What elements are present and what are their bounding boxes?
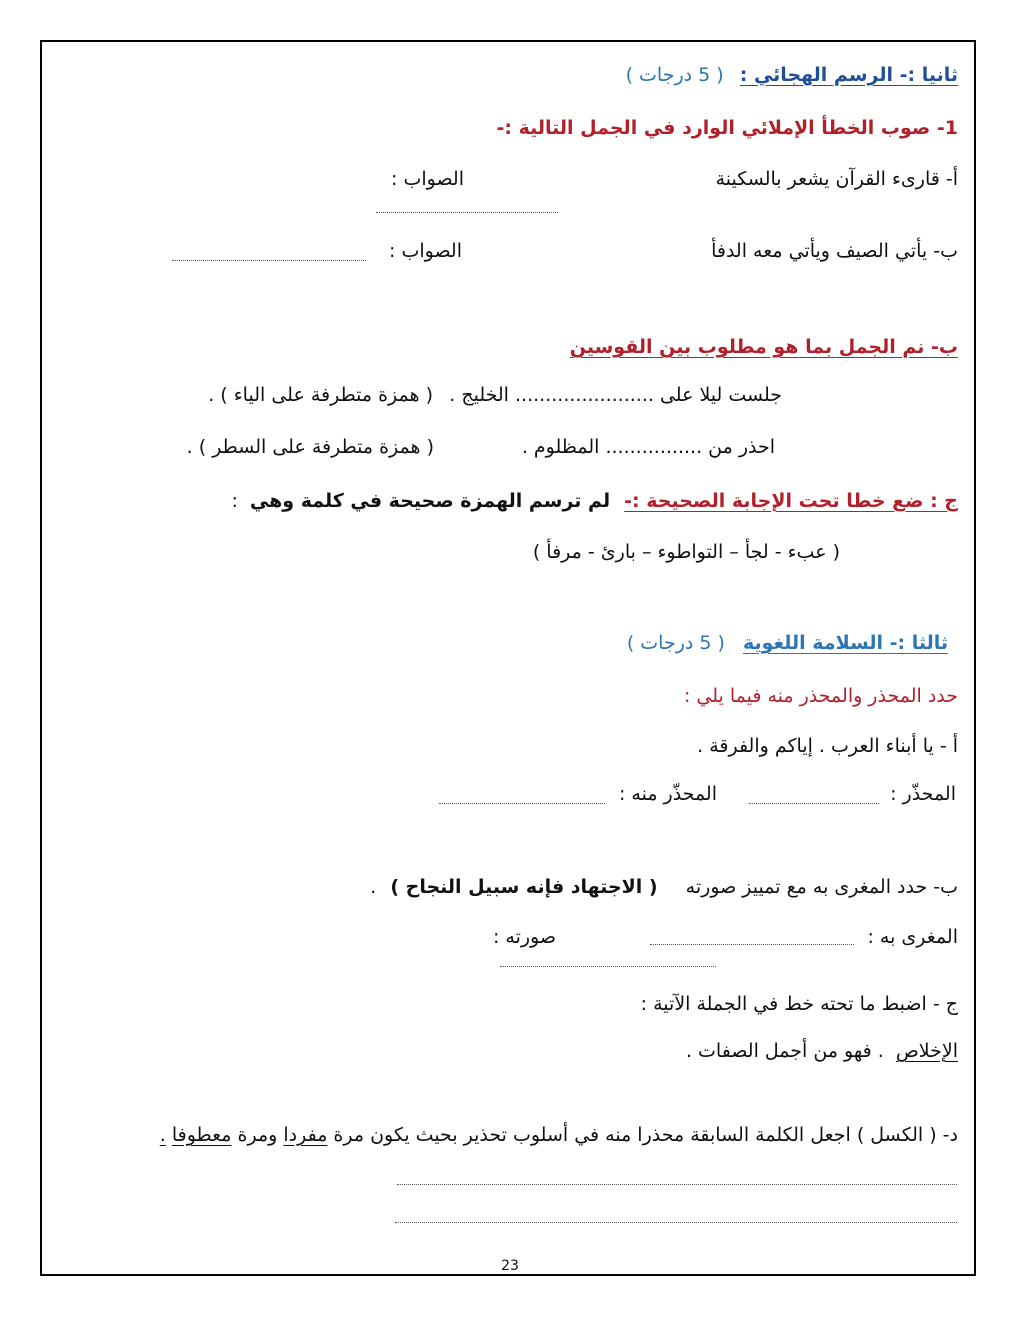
s3-b-line2[interactable] <box>500 966 716 967</box>
s3-c-rest: . فهو من أجمل الصفات . <box>685 1040 884 1062</box>
q1-a-answer-line[interactable] <box>376 212 558 213</box>
s3-b-prefix: ب- حدد المغرى به مع تمييز صورته <box>685 876 958 898</box>
s3-d-answer-line2[interactable] <box>395 1222 957 1223</box>
s3-d-part2: ومرة <box>237 1124 278 1146</box>
s3-b-label1: المغرى به : <box>867 926 958 948</box>
q2-line1-text: جلست ليلا على ....................... الخليج . <box>449 384 782 406</box>
s3-d-answer-line1[interactable] <box>397 1184 957 1185</box>
s3-c-underlined-word: الإخلاص <box>895 1040 958 1062</box>
q3-title: ج : ضع خطا تحت الإجابة الصحيحة :- <box>624 490 958 512</box>
q3-prompt: لم ترسم الهمزة صحيحة في كلمة وهي <box>249 490 611 512</box>
page-number: 23 <box>501 1258 519 1274</box>
section3-heading: ثالثا :- السلامة اللغوية <box>742 632 948 654</box>
s3-intro: حدد المحذر والمحذر منه فيما يلي : <box>683 685 958 707</box>
q2-line2-text: احذر من ................ المظلوم . <box>521 436 775 458</box>
q1-title: 1- صوب الخطأ الإملائي الوارد في الجمل التالية :- <box>496 117 958 139</box>
s3-b-quote: ( الاجتهاد فإنه سبيل النجاح ) <box>390 876 658 898</box>
q2-line1-hint: ( همزة متطرفة على الياء ) . <box>208 384 433 406</box>
s3-b-suffix: . <box>370 876 377 898</box>
s3-d-word2: معطوفا <box>171 1124 232 1146</box>
s3-a-line1[interactable] <box>749 803 879 804</box>
s3-d-word1: مفردا <box>283 1124 328 1146</box>
s3-d-end: . <box>159 1124 166 1146</box>
s3-d-line <box>160 1124 958 1146</box>
q1-b-sentence: ب- يأتي الصيف ويأتي معه الدفأ <box>711 240 958 262</box>
section3-heading-line <box>627 632 948 654</box>
s3-a-label1: المحذّر : <box>890 783 956 805</box>
section2-heading-line <box>626 64 958 86</box>
q1-a-answer-label: الصواب : <box>391 168 464 190</box>
s3-d-part1: د- ( الكسل ) اجعل الكلمة السابقة محذرا منه في أسلوب تحذير بحيث يكون مرة <box>333 1124 958 1146</box>
s3-a-line2[interactable] <box>439 803 605 804</box>
section2-heading: ثانيا :- الرسم الهجائي : <box>739 64 958 86</box>
s3-c-sentence <box>686 1040 958 1062</box>
s3-a-sentence: أ - يا أبناء العرب . إياكم والفرقة . <box>697 735 958 757</box>
q3-colon: : <box>231 490 238 512</box>
q2-title: ب- نم الجمل بما هو مطلوب بين القوسين <box>569 336 958 358</box>
q1-b-answer-line[interactable] <box>172 260 366 261</box>
s3-c-prompt: ج - اضبط ما تحته خط في الجملة الآتية : <box>640 993 958 1015</box>
page-border <box>40 40 976 1276</box>
section2-marks: ( 5 درجات ) <box>625 64 724 86</box>
s3-a-label2: المحذّر منه : <box>618 783 717 805</box>
q3-options[interactable]: ( عبء - لجأ – التواطوء – بارئ - مرفأ ) <box>532 541 840 563</box>
section3-marks: ( 5 درجات ) <box>626 632 725 654</box>
q2-line2-hint: ( همزة متطرفة على السطر ) . <box>186 436 434 458</box>
s3-b-label2: صورته : <box>492 926 556 948</box>
q1-b-answer-label: الصواب : <box>389 240 462 262</box>
q3-line <box>231 490 958 512</box>
s3-b-line1[interactable] <box>650 944 854 945</box>
q1-a-sentence: أ- قارىء القرآن يشعر بالسكينة <box>715 168 958 190</box>
s3-b-line <box>370 876 958 898</box>
